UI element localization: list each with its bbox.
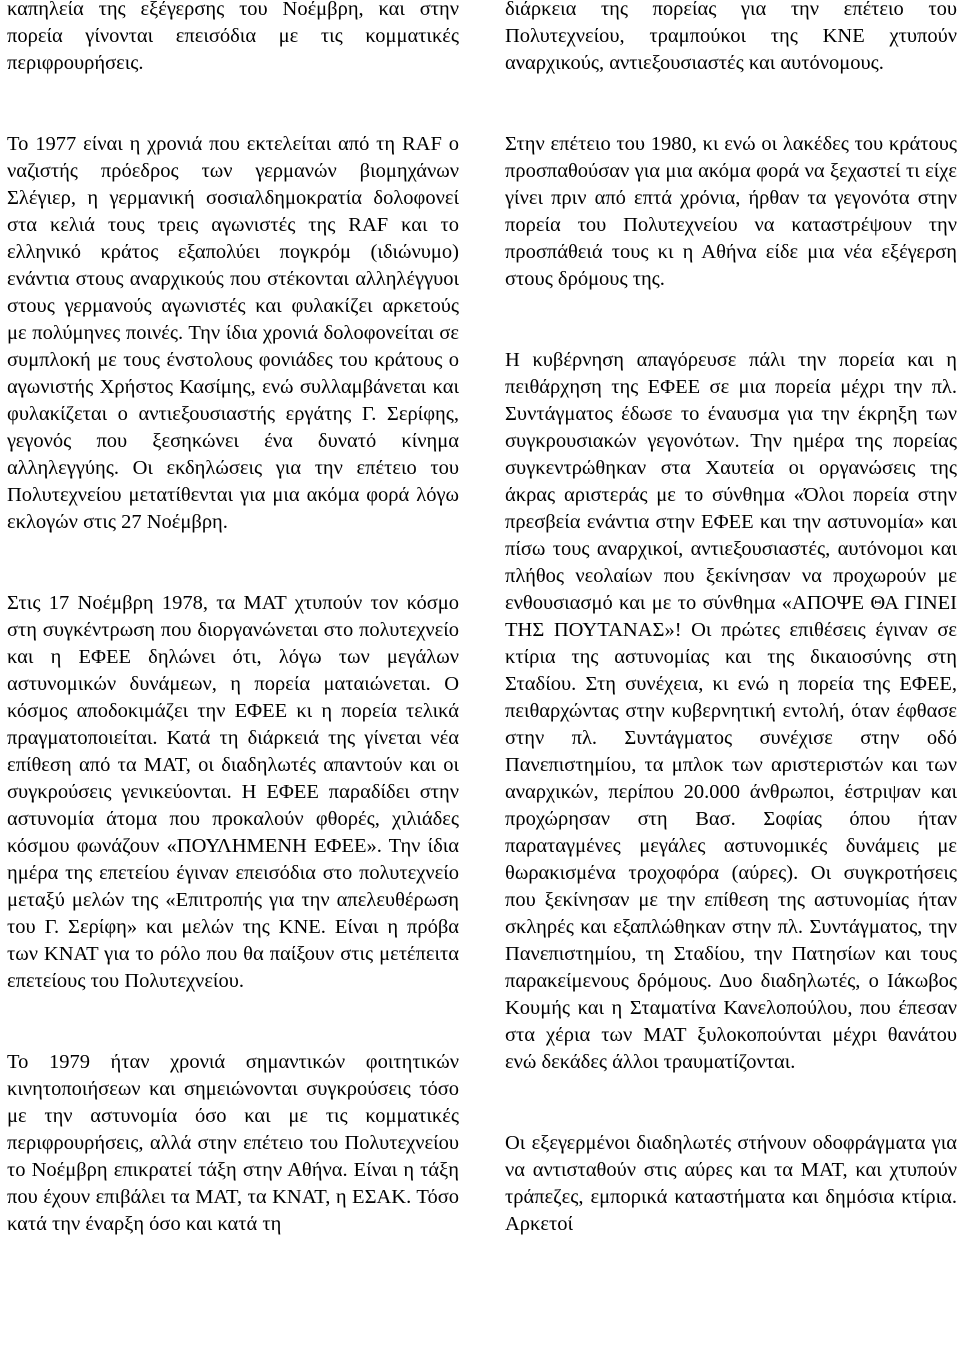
paragraph-right-3: Η κυβέρνηση απαγόρευσε πάλι την πορεία και η πειθάρχηση της ΕΦΕΕ σε μια πορεία μέχρι την πλ. Συντάγματος έδωσε το έναυσμα για την έκρηξη των συγκρουσιακών γεγονότων. Την ημέρα της πορείας συγκεντρώθηκαν στα Χαυτεία οι οργανώσεις της άκρας αριστεράς με το σύνθημα «Όλοι πορεία στην πρεσβεία ενάντια στην ΕΦΕΕ και την αστυνομία» και πίσω τους αναρχικοί, αντιεξουσιαστές, αυτόνομοι και πλήθος νεολαίων που ξεκίνησαν να προχωρούν με ενθουσιασμό και με το σύνθημα «ΑΠΟΨΕ ΘΑ ΓΙΝΕΙ ΤΗΣ ΠΟΥΤΑΝΑΣ»! Οι πρώτες επιθέσεις έγιναν σε κτίρια της αστυνομίας και της δικαιοσύνης στη Σταδίου. Στη συνέχεια, κι ενώ η πορεία της ΕΦΕΕ, πειθαρχώντας στην κυβερνητική εντολή, όταν έφθασε στην πλ. Συντάγματος συνέχισε στην οδό Πανεπιστημίου, τα μπλοκ των αριστεριστών και των αναρχικών, περίπου 20.000 άνθρωποι, έστριψαν και προχώρησαν στη Βασ. Σοφίας όπου ήταν παραταγμένες μεγάλες αστυνομικές δυνάμεις με θωρακισμένα τροχοφόρα (αύρες). Οι συγκροτήσεις που ξεκίνησαν με την επίθεση της αστυνομίας ήταν σκληρές και εξαπλώθηκαν στην πλ. Συντάγματος, την Πανεπιστημίου, τη Σταδίου, την Πατησίων και τους παρακείμενους δρόμους. Δυο διαδηλωτές, ο Ιάκωβος Κουμής και η Σταματίνα Κανελοπούλου, που έπεσαν στα χέρια των ΜΑΤ ξυλοκοπούνται μέχρι θανάτου ενώ δεκάδες άλλοι τραυματίζονται. <box>505 349 957 1073</box>
paragraph-spacer <box>505 77 957 131</box>
paragraph-spacer <box>505 293 957 347</box>
paragraph-spacer <box>7 536 459 590</box>
paragraph-left-2: Το 1977 είναι η χρονιά που εκτελείται από τη RAF ο ναζιστής πρόεδρος των γερμανών βιομηχάνων Σλέγιερ, η γερμανική σοσιαλδημοκρατία δολοφονεί στα κελιά τους τρεις αγωνιστές της RAF και το ελληνικό κράτος εξαπολύει πογκρόμ (ιδιώνυμο) ενάντια στους αναρχικούς που στέκονται αλληλέγγυοι στους γερμανούς αγωνιστές και φυλακίζει αρκετούς με πολύμηνες ποινές. Την ίδια χρονιά δολοφονείται σε συμπλοκή με τους ένστολους φονιάδες του κράτους ο αγωνιστής Χρήστος Κασίμης, ενώ συλλαμβάνεται και φυλακίζεται ο αντιεξουσιαστής εργάτης Γ. Σερίφης, γεγονός που ξεσηκώνει ένα δυνατό κίνημα αλληλεγγύης. Οι εκδηλώσεις για την επέτειο του Πολυτεχνείου μετατίθενται για μια ακόμα φορά λόγω εκλογών στις 27 Νοέμβρη. <box>7 133 459 533</box>
paragraph-spacer <box>7 77 459 131</box>
left-column <box>7 0 459 1238</box>
paragraph-right-1: διάρκεια της πορείας για την επέτειο του Πολυτεχνείου, τραμπούκοι της ΚΝΕ χτυπούν αναρχικούς, αντιεξουσιαστές και αυτόνομους. <box>505 0 957 74</box>
paragraph-spacer <box>7 995 459 1049</box>
paragraph-left-4: Το 1979 ήταν χρονιά σημαντικών φοιτητικών κινητοποιήσεων και σημειώνονται συγκρούσεις τόσο με την αστυνομία όσο και με τις κομματικές περιφρουρήσεις, αλλά στην επέτειο του Πολυτεχνείου το Νοέμβρη επικρατεί τάξη στην Αθήνα. Είναι η τάξη που έχουν επιβάλει τα ΜΑΤ, τα ΚΝΑΤ, η ΕΣΑΚ. Τόσο κατά την έναρξη όσο και κατά τη <box>7 1051 459 1235</box>
paragraph-right-2: Στην επέτειο του 1980, κι ενώ οι λακέδες του κράτους προσπαθούσαν για μια ακόμα φορά να ξεχαστεί τι είχε γίνει πριν από επτά χρόνια, ήρθαν τα γεγονότα στην πορεία του Πολυτεχνείου να καταστρέψουν την προσπάθειά τους κι η Αθήνα είδε μια νέα εξέγερση στους δρόμους της. <box>505 133 957 290</box>
paragraph-left-1: καπηλεία της εξέγερσης του Νοέμβρη, και στην πορεία γίνονται επεισόδια με τις κομματικές περιφρουρήσεις. <box>7 0 459 74</box>
right-column <box>505 0 957 1238</box>
paragraph-right-4: Οι εξεγερμένοι διαδηλωτές στήνουν οδοφράγματα για να αντισταθούν στις αύρες και τα ΜΑΤ, και χτυπούν τράπεζες, εμπορικά καταστήματα και δημόσια κτίρια. Αρκετοί <box>505 1132 957 1235</box>
paragraph-left-3: Στις 17 Νοέμβρη 1978, τα ΜΑΤ χτυπούν τον κόσμο στη συγκέντρωση που διοργανώνεται στο πολυτεχνείο και η ΕΦΕΕ δηλώνει ότι, λόγω των μεγάλων αστυνομικών δυνάμεων, η πορεία ματαιώνεται. Ο κόσμος αποδοκιμάζει την ΕΦΕΕ κι η πορεία τελικά πραγματοποιείται. Κατά τη διάρκειά της γίνεται νέα επίθεση από τα ΜΑΤ, οι διαδηλωτές απαντούν και οι συγκρούσεις γενικεύονται. Η ΕΦΕΕ παραδίδει στην αστυνομία άτομα που προκαλούν φθορές, χιλιάδες κόσμου φωνάζουν «ΠΟΥΛΗΜΕΝΗ ΕΦΕΕ». Την ίδια ημέρα της επετείου έγιναν επεισόδια στο πολυτεχνείο μεταξύ μελών της «Επιτροπής για την απελευθέρωση του Γ. Σερίφη» και μελών της ΚΝΕ. Είναι η πρόβα των ΚΝΑΤ για το ρόλο που θα παίξουν στις μετέπειτα επετείους του Πολυτεχνείου. <box>7 592 459 992</box>
paragraph-spacer <box>505 1076 957 1130</box>
